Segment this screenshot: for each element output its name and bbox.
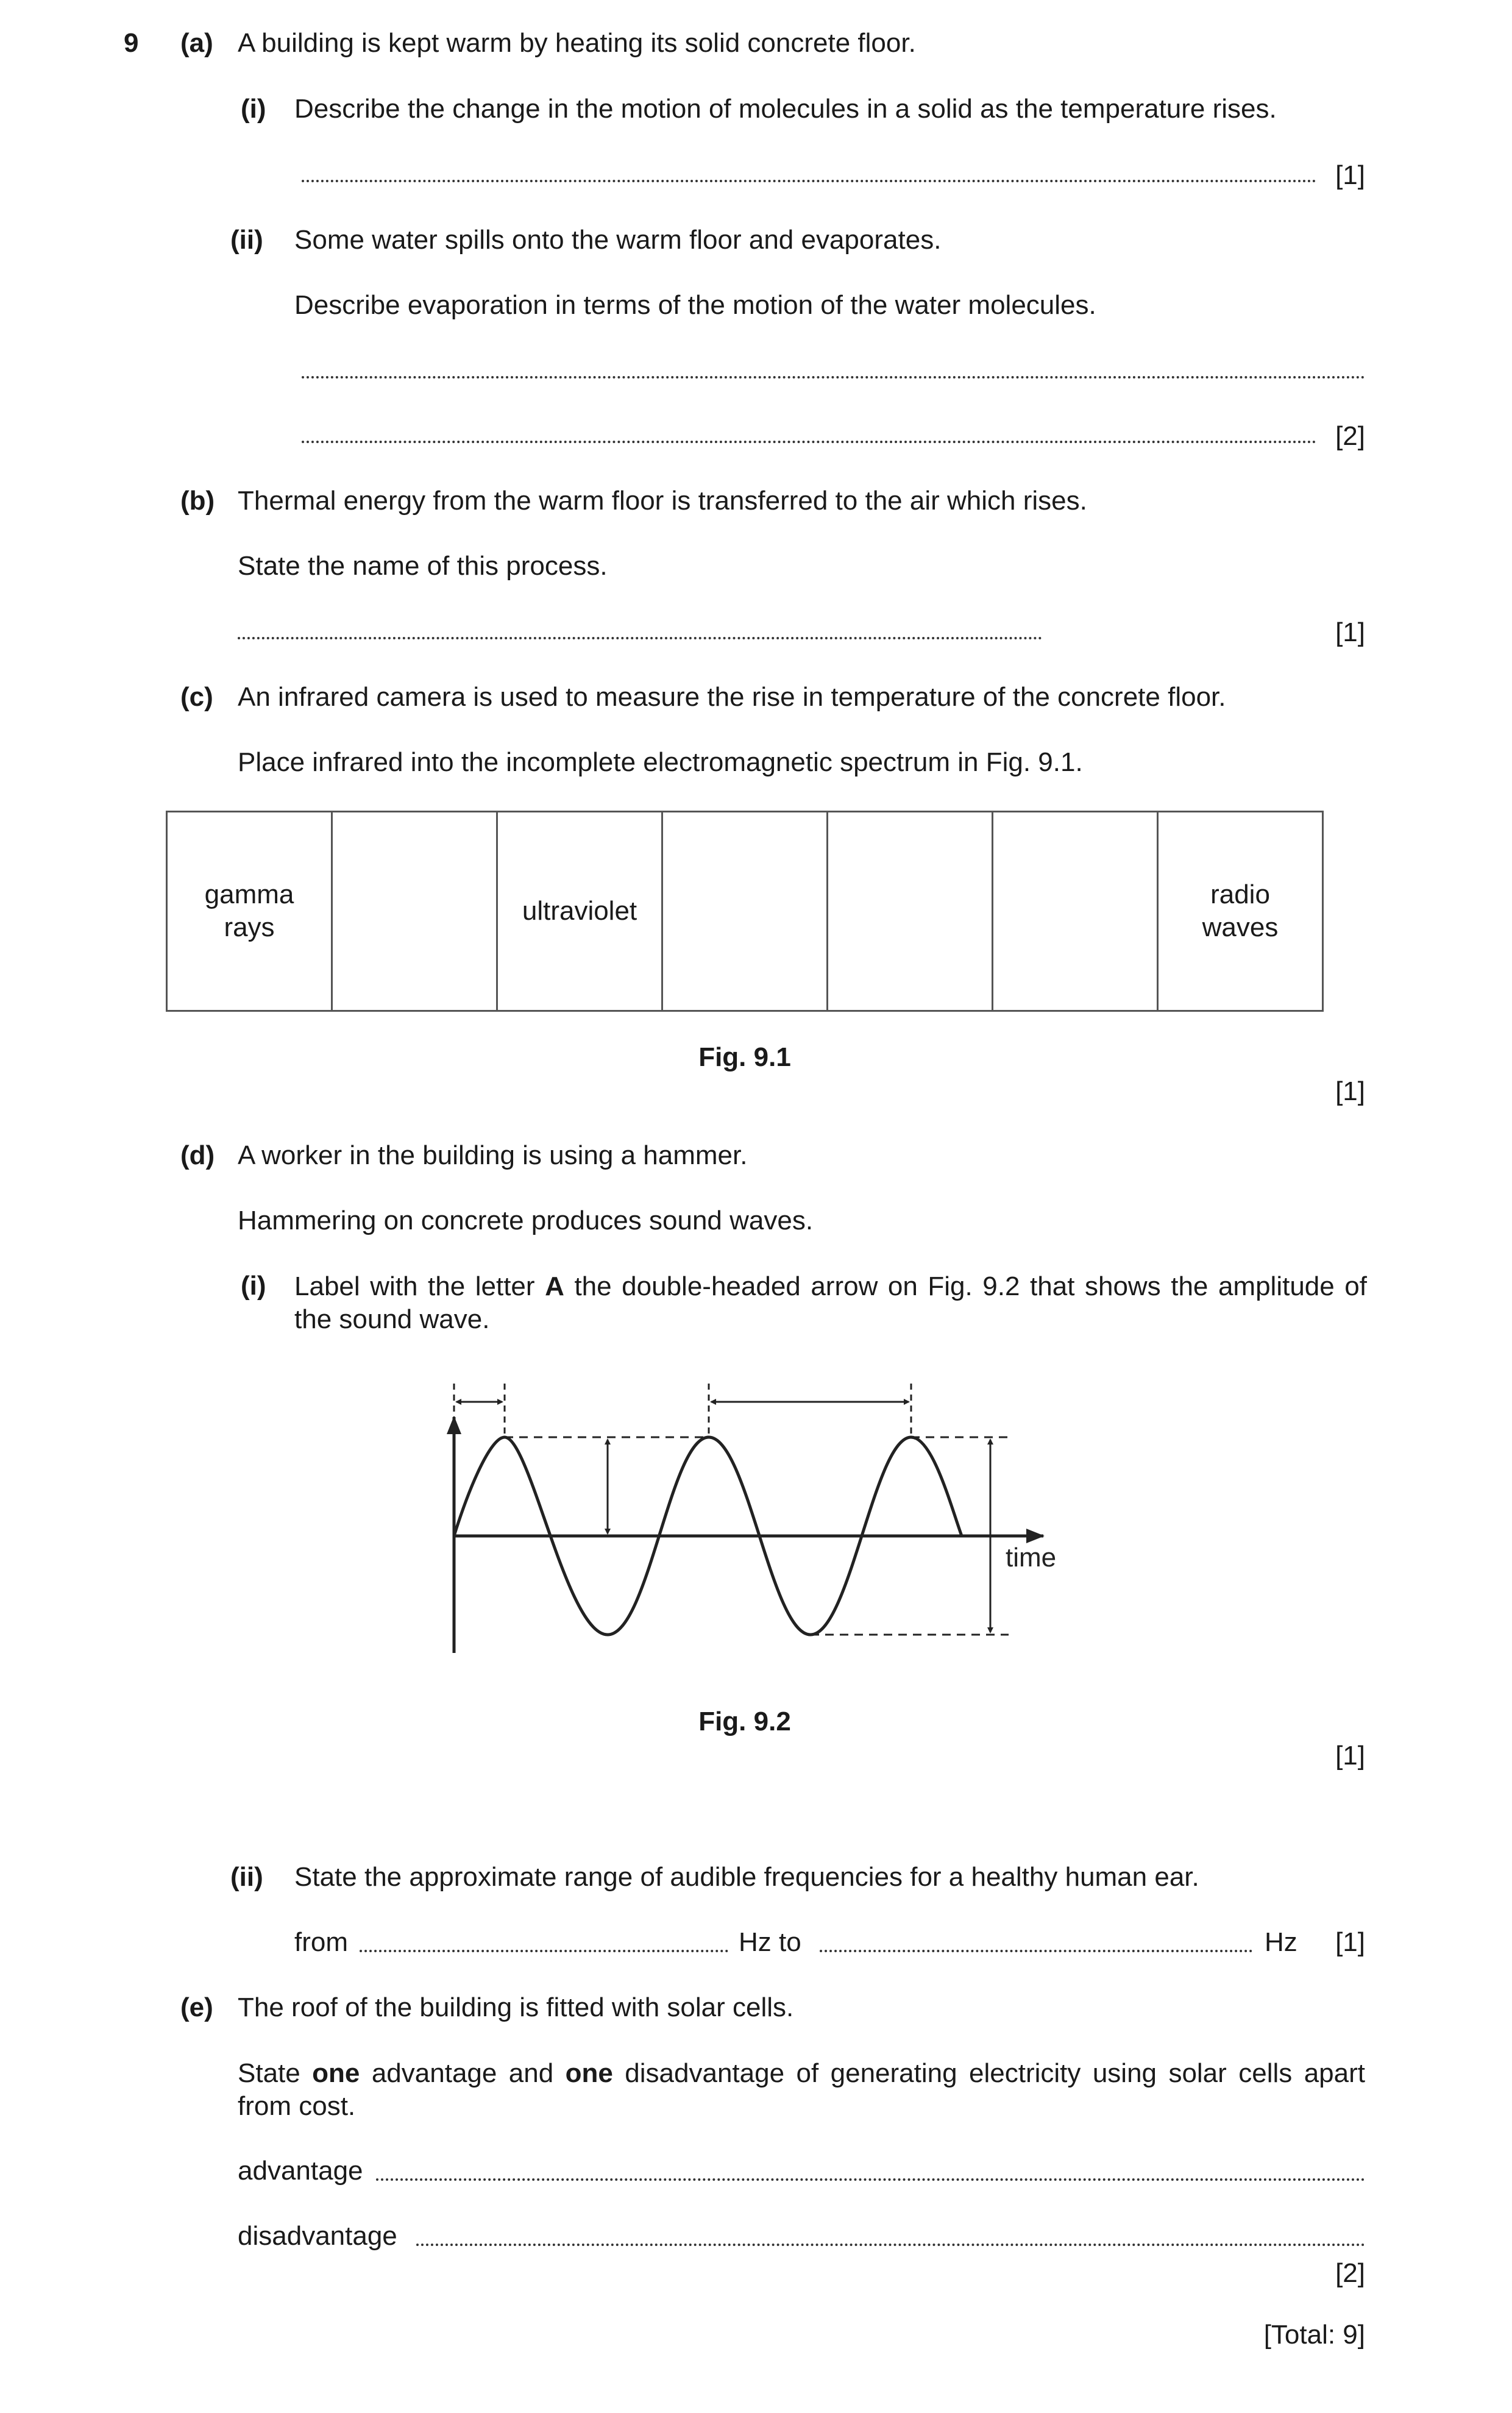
advantage-label: advantage [238,2156,363,2186]
part-c-text2: Place infrared into the incomplete electromagnetic spectrum in Fig. 9.1. [238,747,1083,777]
spectrum-cell-blank-4[interactable] [828,812,993,1011]
mark-e: [2] [1335,2258,1365,2288]
part-c-label: (c) [180,682,213,712]
mark-b: [1] [1335,617,1365,647]
part-d-ii-text: State the approximate range of audible frequencies for a healthy human ear. [294,1862,1199,1892]
answer-line-b[interactable] [238,637,1042,639]
answer-line-a-ii-1[interactable] [302,376,1365,378]
hz-label: Hz [1265,1927,1297,1957]
part-d-i-text: Label with the letter A the double-headed arrow on Fig. 9.2 that shows the amplitude of the sound wave. [294,1271,1367,1334]
part-e-text2: State one advantage and one disadvantage of generating electricity using solar cells apart from cost. [238,2058,1365,2121]
mark-d-i: [1] [1335,1741,1365,1771]
time-axis-label: time [1006,1543,1057,1573]
spectrum-cell-blank-5[interactable] [993,812,1158,1011]
answer-line-disadvantage[interactable] [416,2244,1365,2246]
part-a-ii-text2: Describe evaporation in terms of the motion of the water molecules. [294,290,1096,320]
disadvantage-label: disadvantage [238,2221,397,2251]
part-e-text1: The roof of the building is fitted with solar cells. [238,1992,794,2022]
part-b-text1: Thermal energy from the warm floor is transferred to the air which rises. [238,486,1087,516]
answer-line-advantage[interactable] [376,2178,1365,2181]
part-a-ii-label: (ii) [230,225,263,255]
part-a-i-text: Describe the change in the motion of molecules in a solid as the temperature rises. [294,94,1277,124]
sound-wave-diagram [427,1371,1097,1664]
hz-to-label: Hz to [739,1927,801,1957]
em-spectrum-table [166,811,1324,1012]
part-d-i-label: (i) [241,1271,266,1301]
spectrum-cell-blank-1[interactable] [332,812,497,1011]
part-e-label: (e) [180,1992,213,2022]
answer-line-a-i[interactable] [302,180,1316,182]
part-b-text2: State the name of this process. [238,551,608,581]
mark-c: [1] [1335,1076,1365,1106]
part-d-label: (d) [180,1140,215,1170]
part-a-stem: A building is kept warm by heating its solid concrete floor. [238,28,916,58]
part-a-ii-text1: Some water spills onto the warm floor and evaporates. [294,225,942,255]
part-d-ii-label: (ii) [230,1862,263,1892]
answer-line-to[interactable] [820,1950,1252,1952]
part-d-text1: A worker in the building is using a hammer. [238,1140,748,1170]
part-c-text1: An infrared camera is used to measure the rise in temperature of the concrete floor. [238,682,1226,712]
part-d-text2: Hammering on concrete produces sound waves. [238,1206,814,1235]
from-label: from [294,1927,348,1957]
part-b-label: (b) [180,486,215,516]
part-a-label: (a) [180,28,213,58]
part-a-i-label: (i) [241,94,266,124]
spectrum-cell-gamma: gamma rays [167,812,332,1011]
mark-a-ii: [2] [1335,421,1365,451]
spectrum-cell-blank-3[interactable] [662,812,828,1011]
total-marks: [Total: 9] [1263,2320,1365,2350]
spectrum-cell-ultraviolet: ultraviolet [497,812,662,1011]
spectrum-cell-radio: radio waves [1158,812,1323,1011]
question-number: 9 [124,28,139,58]
answer-line-a-ii-2[interactable] [302,441,1316,443]
mark-a-i: [1] [1335,160,1365,190]
fig-9-2-caption: Fig. 9.2 [698,1707,791,1736]
answer-line-from[interactable] [360,1950,728,1952]
fig-9-1-caption: Fig. 9.1 [698,1042,791,1072]
mark-d-ii: [1] [1335,1927,1365,1957]
